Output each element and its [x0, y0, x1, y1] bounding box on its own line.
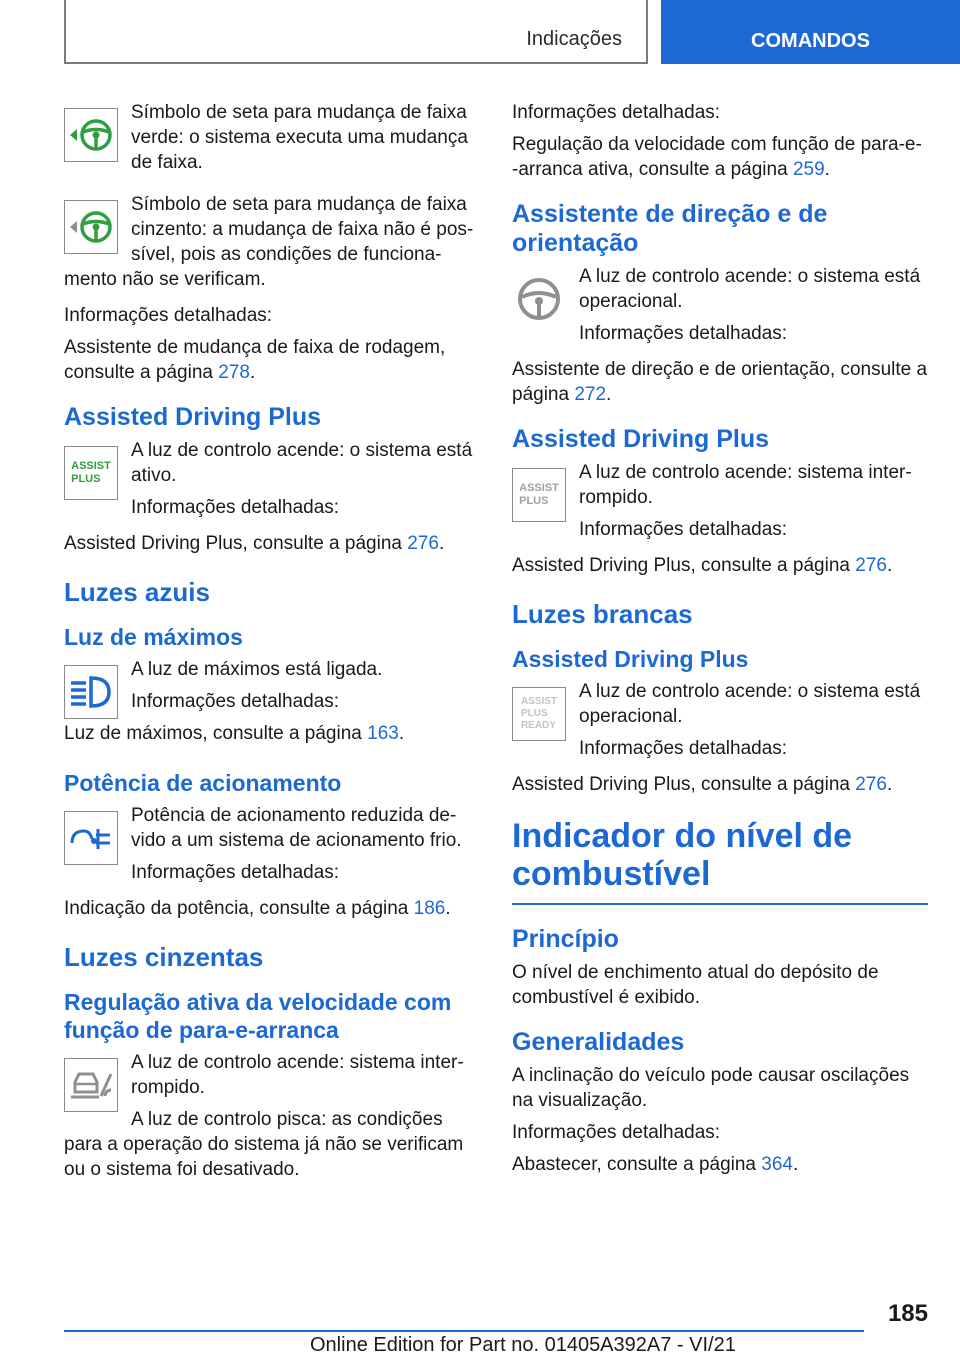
drive-power-text: Potência de acionamento reduzida de-vido a um sistema de acionamento frio.: [131, 805, 462, 851]
high-beam-block: [64, 657, 474, 753]
high-beam-ref: Luz de máximos, consulte a página 163.: [64, 723, 405, 744]
general-info: Informações detalhadas:: [512, 1122, 721, 1143]
assist-plus-ready-icon: [512, 687, 566, 741]
page-link-276[interactable]: 276: [407, 533, 439, 554]
ref-text: Luz de máximos, consulte a página: [64, 723, 368, 744]
lane-green-text: Símbolo de seta para mudança de faixa verde: o sistema executa uma mudança de faixa.: [131, 102, 468, 173]
drive-power-ref: Indicação da potência, consulte a página 186.: [64, 898, 451, 919]
ref-text: Indicação da potência, consulte a página: [64, 898, 414, 919]
lane-change-green-block: [64, 100, 474, 182]
lane-change-grey-block: [64, 192, 474, 299]
heading-blue-lights: Luzes azuis: [64, 577, 210, 607]
assist-plus-green-icon: [64, 446, 118, 500]
adp2-ref: Assisted Driving Plus, consulte a página 276.: [512, 555, 893, 576]
acc-block: [64, 1050, 474, 1189]
plus-label: PLUS: [71, 473, 101, 485]
drive-power-icon: [64, 811, 118, 865]
page-number: 185: [887, 1300, 928, 1327]
high-beam-icon: [64, 665, 118, 719]
adp-block: [64, 438, 474, 527]
acc-text-1: A luz de controlo acende: sistema inter-rompido.: [131, 1052, 464, 1098]
drive-power-block: [64, 803, 474, 892]
ref-text: Regulação da velocidade com função de para-e--arranca ativa, consulte a página: [512, 134, 922, 180]
page-link-276c[interactable]: 276: [855, 774, 887, 795]
assist-label: ASSIST: [71, 460, 111, 472]
principle-text: O nível de enchimento atual do depósito de combustível é exibido.: [512, 962, 879, 1008]
heading-assisted-driving-plus-white: Assisted Driving Plus: [512, 646, 749, 672]
assist-plus-grey-icon: [512, 468, 566, 522]
plus-label: PLUS: [520, 708, 548, 719]
adp-ref: Assisted Driving Plus, consulte a página 276.: [64, 533, 445, 554]
ref-text: Abastecer, consulte a página: [512, 1154, 762, 1175]
heading-grey-lights: Luzes cinzentas: [64, 942, 264, 972]
ref-text: Assisted Driving Plus, consulte a página: [512, 774, 856, 795]
adp3-info: Informações detalhadas:: [579, 738, 788, 759]
lane-change-grey-icon: [64, 200, 118, 254]
heading-general: Generalidades: [512, 1028, 685, 1056]
steering-text: A luz de controlo acende: o sistema está operacional.: [579, 266, 921, 312]
high-beam-text: A luz de máximos está ligada.: [131, 659, 383, 680]
header-tab-label: COMANDOS: [751, 29, 870, 52]
heading-steering-assist: Assistente de direção e de orientação: [512, 200, 828, 257]
heading-principle: Princípio: [512, 925, 619, 953]
steering-ref: Assistente de direção e de orientação, consulte a página 272.: [512, 359, 928, 405]
steering-info: Informações detalhadas:: [579, 323, 788, 344]
acc-info: Informações detalhadas:: [512, 102, 721, 123]
adp2-text: A luz de controlo acende: sistema inter-rompido.: [579, 462, 912, 508]
general-text: A inclinação do veículo pode causar oscilações na visualização.: [512, 1065, 910, 1111]
heading-assisted-driving-plus: Assisted Driving Plus: [64, 403, 322, 431]
drive-power-info: Informações detalhadas:: [131, 862, 340, 883]
heading-white-lights: Luzes brancas: [512, 599, 693, 629]
high-beam-info: Informações detalhadas:: [131, 691, 340, 712]
assist-label: ASSIST: [519, 482, 559, 494]
acc-text-2: A luz de controlo pisca: as condições para a operação do sistema já não se verificam ou o sistema foi desativado.: [64, 1109, 464, 1180]
active-cruise-grey-icon: [64, 1058, 118, 1112]
lane-grey-text: Símbolo de seta para mudança de faixa cinzento: a mudança de faixa não é pos-sível, pois as condições de funciona-mento não se verificam.: [64, 194, 474, 290]
ref-text: Assistente de mudança de faixa de rodagem, consulte a página: [64, 337, 446, 383]
heading-assisted-driving-plus-grey: Assisted Driving Plus: [512, 425, 770, 453]
acc-ref: Regulação da velocidade com função de para-e--arranca ativa, consulte a página 259.: [512, 134, 922, 180]
adp3-ref: Assisted Driving Plus, consulte a página 276.: [512, 774, 893, 795]
left-column: [64, 100, 474, 1193]
ref-text: Assisted Driving Plus, consulte a página: [64, 533, 408, 554]
page-link-272[interactable]: 272: [574, 384, 607, 405]
ready-label: READY: [520, 720, 556, 731]
header-tab-comandos[interactable]: [661, 0, 960, 64]
page-link-278[interactable]: 278: [218, 362, 250, 383]
heading-drive-power: Potência de acionamento: [64, 770, 342, 796]
lane-ref: Assistente de mudança de faixa de rodagem, consulte a página 278.: [64, 337, 446, 383]
general-ref: Abastecer, consulte a página 364.: [512, 1154, 799, 1175]
heading-fuel-gauge: Indicador do nível de combustível: [512, 817, 853, 893]
adp3-text: A luz de controlo acende: o sistema está operacional.: [579, 681, 921, 727]
assist-label: ASSIST: [520, 696, 558, 707]
page-link-186[interactable]: 186: [413, 898, 446, 919]
section-divider: [512, 903, 928, 905]
footer-edition: Online Edition for Part no. 01405A392A7 - VI/21: [310, 1334, 736, 1356]
adp3-block: [512, 679, 928, 768]
ref-text: Assisted Driving Plus, consulte a página: [512, 555, 856, 576]
heading-active-cruise: Regulação ativa da velocidade com função de para-e-arranca: [64, 989, 452, 1043]
ref-text: Assistente de direção e de orientação, consulte a página: [512, 359, 928, 405]
page-link-259[interactable]: 259: [792, 159, 825, 180]
footer-rule: [64, 1330, 864, 1332]
right-column: [512, 100, 928, 1184]
lane-change-green-icon: [64, 108, 118, 162]
adp2-block: [512, 460, 928, 549]
header-section-title: Indicações: [526, 28, 622, 50]
heading-high-beam: Luz de máximos: [64, 624, 243, 650]
adp-text: A luz de controlo acende: o sistema está ativo.: [131, 440, 473, 486]
page-link-276b[interactable]: 276: [855, 555, 887, 576]
steering-block: [512, 264, 928, 353]
info-label: Informações detalhadas:: [64, 305, 273, 326]
adp-info: Informações detalhadas:: [131, 497, 340, 518]
steering-wheel-grey-icon: [512, 272, 566, 326]
adp2-info: Informações detalhadas:: [579, 519, 788, 540]
page-link-163[interactable]: 163: [367, 723, 399, 744]
page-link-364[interactable]: 364: [761, 1154, 793, 1175]
plus-label: PLUS: [519, 495, 549, 507]
